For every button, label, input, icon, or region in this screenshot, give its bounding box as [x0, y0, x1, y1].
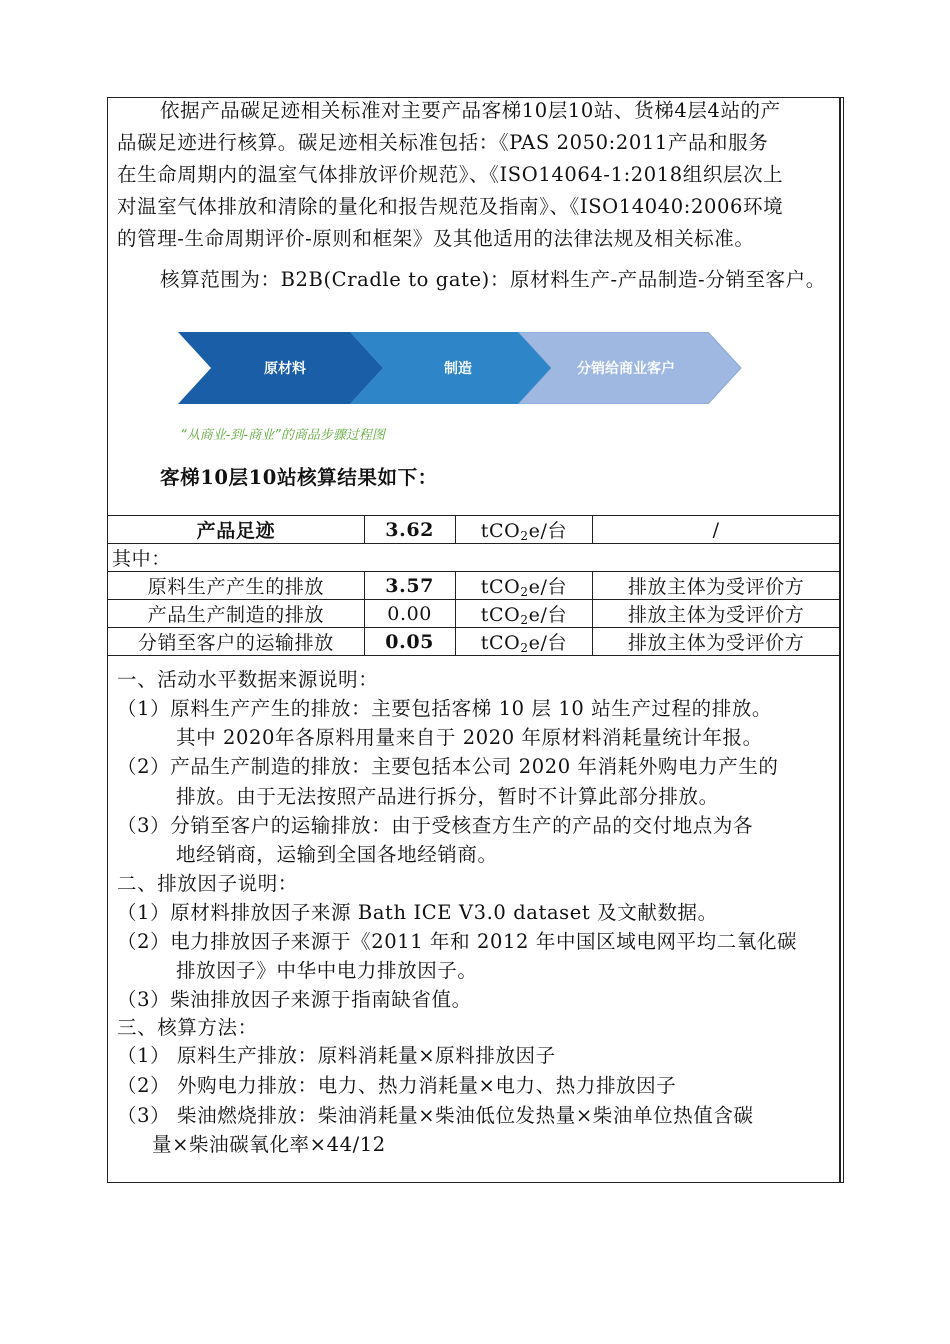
row-value: 0.05 [364, 628, 455, 656]
note-1-2: （2）产品生产制造的排放：主要包括本公司 2020 年消耗外购电力产生的 [117, 755, 779, 778]
step-label-raw-material: 原材料 [264, 361, 306, 377]
step-label-manufacturing: 制造 [444, 361, 472, 377]
results-table [107, 515, 840, 656]
intro-line-2: 品碳足迹进行核算。碳足迹相关标准包括：《PAS 2050:2011产品和服务 [117, 131, 769, 154]
footprint-note: / [593, 516, 840, 544]
row-note: 排放主体为受评价方 [593, 572, 840, 600]
table-row [108, 572, 840, 600]
section-3-heading: 三、核算方法： [117, 1016, 258, 1039]
note-1-1-cont: 其中 2020年各原料用量来自于 2020 年原材料消耗量统计年报。 [176, 726, 763, 749]
row-unit: tCO$_2$e/台 [455, 600, 593, 628]
table-row-footprint [108, 516, 840, 544]
table-row [108, 600, 840, 628]
row-note: 排放主体为受评价方 [593, 600, 840, 628]
row-label: 原料生产产生的排放 [108, 572, 365, 600]
footprint-value: 3.62 [364, 516, 455, 544]
section-2-heading: 二、排放因子说明： [117, 872, 298, 895]
footprint-unit: tCO$_2$e/台 [455, 516, 593, 544]
note-1-3: （3）分销至客户的运输排放：由于受核查方生产的产品的交付地点为各 [117, 814, 754, 837]
method-1: （1） 原料生产排放：原料消耗量×原料排放因子 [117, 1044, 556, 1067]
note-2-2: （2）电力排放因子来源于《2011 年和 2012 年中国区域电网平均二氧化碳 [117, 930, 798, 953]
scope-line: 核算范围为：B2B(Cradle to gate)：原材料生产-产品制造-分销至客户。 [160, 268, 826, 291]
diagram-caption: “从商业-到-商业”的商品步骤过程图 [180, 428, 385, 443]
note-1-3-cont: 地经销商，运输到全国各地经销商。 [176, 843, 498, 866]
intro-line-5: 的管理-生命周期评价-原则和框架》及其他适用的法律法规及相关标准。 [117, 227, 755, 250]
note-2-3: （3）柴油排放因子来源于指南缺省值。 [117, 988, 472, 1011]
row-label: 分销至客户的运输排放 [108, 628, 365, 656]
row-label: 产品生产制造的排放 [108, 600, 365, 628]
method-2: （2） 外购电力排放：电力、热力消耗量×电力、热力排放因子 [117, 1074, 677, 1097]
table-row-among [108, 544, 840, 572]
step-label-distribution: 分销给商业客户 [577, 361, 675, 377]
note-1-2-cont: 排放。由于无法按照产品进行拆分，暂时不计算此部分排放。 [176, 785, 719, 808]
method-3-cont: 量×柴油碳氧化率×44/12 [152, 1133, 386, 1156]
table-row [108, 628, 840, 656]
result-heading: 客梯10层10站核算结果如下： [160, 466, 438, 489]
footprint-label: 产品足迹 [108, 516, 365, 544]
row-value: 0.00 [364, 600, 455, 628]
row-note: 排放主体为受评价方 [593, 628, 840, 656]
intro-line-1: 依据产品碳足迹相关标准对主要产品客梯10层10站、货梯4层4站的产 [160, 99, 781, 122]
row-unit: tCO$_2$e/台 [455, 628, 593, 656]
method-3: （3） 柴油燃烧排放：柴油消耗量×柴油低位发热量×柴油单位热值含碳 [117, 1104, 754, 1127]
among-label: 其中： [108, 544, 840, 572]
note-2-2-cont: 排放因子》中华中电力排放因子。 [176, 959, 478, 982]
note-2-1: （1）原材料排放因子来源 Bath ICE V3.0 dataset 及文献数据。 [117, 901, 718, 924]
intro-line-3: 在生命周期内的温室气体排放评价规范》、《ISO14064-1:2018组织层次上 [117, 163, 784, 186]
intro-line-4: 对温室气体排放和清除的量化和报告规范及指南》、《ISO14040:2006环境 [117, 195, 784, 218]
row-unit: tCO$_2$e/台 [455, 572, 593, 600]
note-1-1: （1）原料生产产生的排放：主要包括客梯 10 层 10 站生产过程的排放。 [117, 697, 773, 720]
row-value: 3.57 [364, 572, 455, 600]
section-1-heading: 一、活动水平数据来源说明： [117, 668, 379, 691]
